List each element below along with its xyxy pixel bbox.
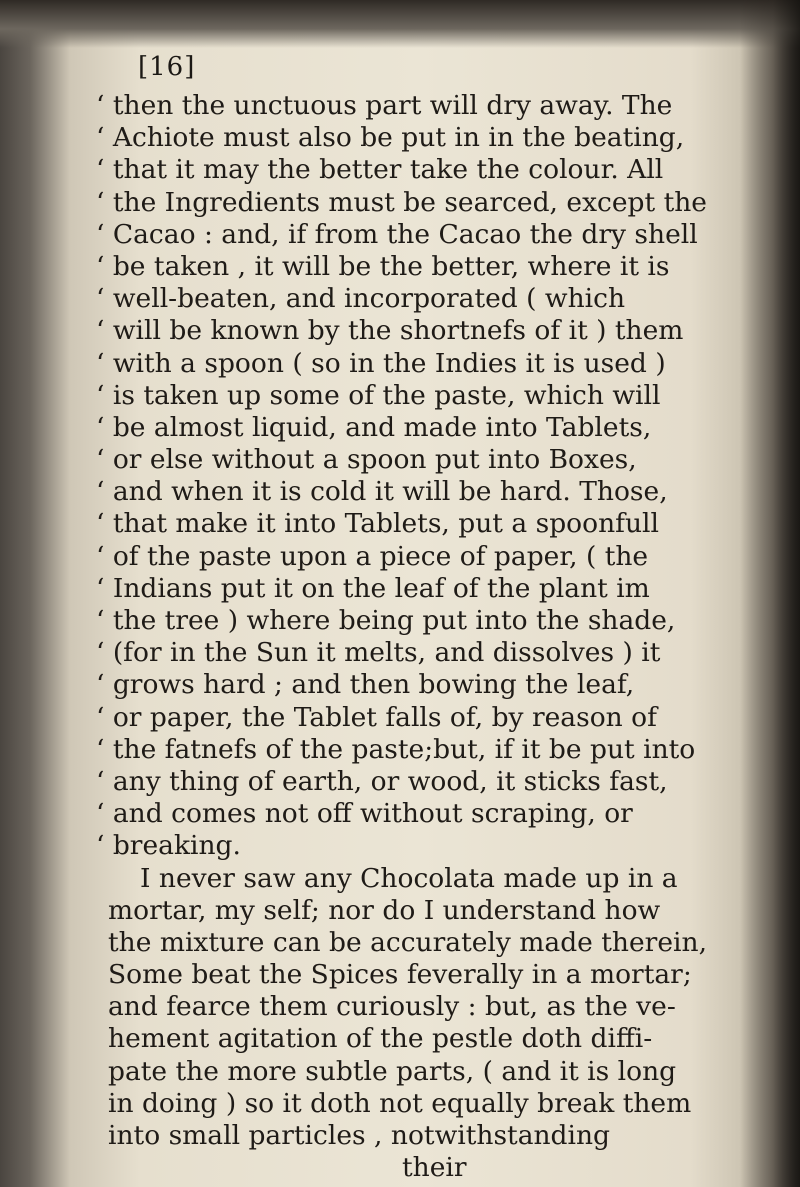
text-line: ‘ and comes not off without scraping, or	[96, 798, 633, 830]
page-number: [16]	[138, 52, 196, 82]
text-line: ‘ the Ingredients must be searced, except the	[96, 186, 707, 218]
text-line: in doing ) so it doth not equally break them	[108, 1087, 692, 1119]
text-line: ‘ and when it is cold it will be hard. Those,	[96, 476, 668, 508]
text-line: ‘ be taken , it will be the better, where it is	[96, 250, 670, 282]
text-line: ‘ the fatnefs of the paste;but, if it be put into	[96, 733, 696, 765]
text-line: ‘ will be known by the shortnefs of it ) them	[96, 315, 684, 347]
text-line: hement agitation of the pestle doth diffi-	[108, 1023, 653, 1055]
text-line: ‘ of the paste upon a piece of paper, ( the	[96, 540, 649, 572]
text-line: mortar, my self; nor do I understand how	[108, 894, 661, 926]
text-line: and fearce them curiously : but, as the ve-	[108, 991, 676, 1023]
text-line: ‘ Indians put it on the leaf of the plant im	[96, 572, 650, 604]
text-line: ‘ Achiote must also be put in in the beating,	[96, 122, 685, 154]
text-line: ‘ with a spoon ( so in the Indies it is used )	[96, 347, 666, 379]
text-line: ‘ grows hard ; and then bowing the leaf,	[96, 669, 635, 701]
text-line: ‘ then the unctuous part will dry away. The	[96, 90, 673, 121]
body-text	[96, 90, 786, 1184]
text-line: ‘ breaking.	[96, 830, 241, 862]
text-line: the mixture can be accurately made therein,	[108, 926, 707, 958]
text-line: ‘ be almost liquid, and made into Tablets,	[96, 411, 652, 443]
text-line: ‘ is taken up some of the paste, which will	[96, 379, 661, 411]
text-line: ‘ (for in the Sun it melts, and dissolves ) it	[96, 637, 661, 669]
text-line: ‘ that it may the better take the colour. All	[96, 154, 664, 186]
text-line: ‘ that make it into Tablets, put a spoonfull	[96, 508, 659, 540]
text-line: Some beat the Spices feverally in a mortar;	[108, 959, 692, 991]
text-line: pate the more subtle parts, ( and it is long	[108, 1055, 677, 1087]
text-line: ‘ or paper, the Tablet falls of, by reason of	[96, 701, 657, 733]
text-line: into small particles , notwithstanding	[108, 1120, 611, 1151]
text-line: ‘ or else without a spoon put into Boxes,	[96, 444, 637, 476]
paragraph-start-line: I never saw any Chocolata made up in a	[140, 862, 678, 894]
text-line: ‘ Cacao : and, if from the Cacao the dry shell	[96, 218, 698, 250]
text-line: ‘ the tree ) where being put into the shade,	[96, 605, 676, 636]
text-line: ‘ well-beaten, and incorporated ( which	[96, 283, 626, 315]
page-top-edge	[0, 0, 800, 48]
text-line: ‘ any thing of earth, or wood, it sticks fast,	[96, 765, 668, 797]
catchword: their	[402, 1152, 467, 1184]
